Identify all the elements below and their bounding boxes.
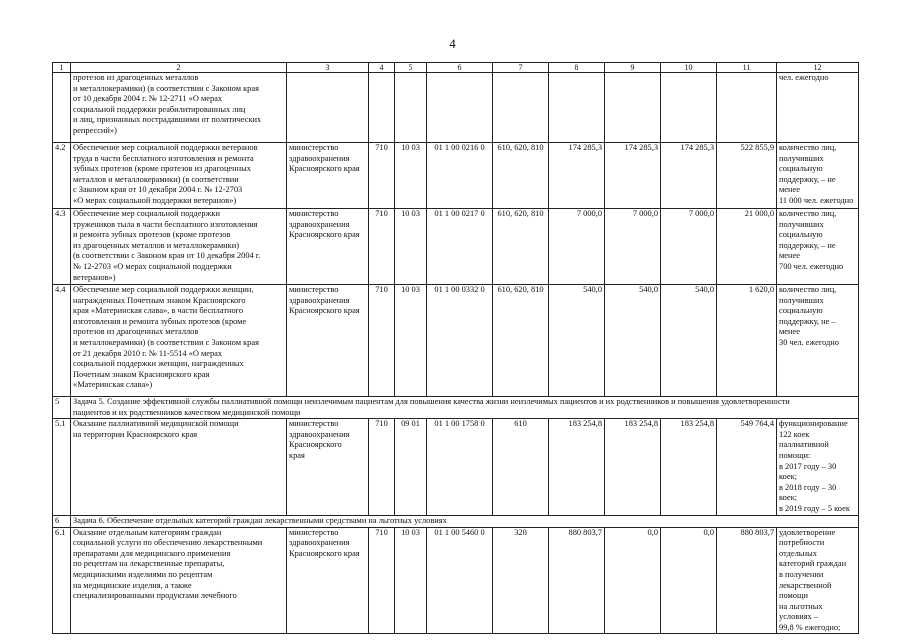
total-amount-cell: 1 620,0 bbox=[717, 285, 777, 397]
activity-name-cell: протезов из драгоценных металлов и металлокерамики) (в соответствии с Законом края от 10 декабря 2004 г. № 12-2711 «О мерах социальной поддержки реабилитированных лиц и лиц, признанных пострадавшими от политических репрессий») bbox=[71, 73, 287, 143]
grbs-code-cell: 710 bbox=[369, 285, 395, 397]
target-item-code-cell: 01 1 00 5460 0 bbox=[427, 527, 493, 634]
table-row bbox=[53, 419, 859, 515]
task-heading-cell: Задача 5. Создание эффективной службы паллиативной помощи неизлечимым пациентам для повышения качества жизни неизлечимых пациентов и их родственников и повышения удовлетворенности пациентов и их родственников качеством медицинской помощи bbox=[71, 397, 859, 419]
table-row bbox=[53, 143, 859, 209]
activity-name-cell: Обеспечение мер социальной поддержки ветеранов труда в части бесплатного изготовления и ремонта зубных протезов (кроме протезов из драгоценных металлов и металлокерамики) (в соответствии с Законом края от 10 декабря 2004 г. № 12-2703 «О мерах социальной поддержки ветеранов») bbox=[71, 143, 287, 209]
header-cell-9: 9 bbox=[605, 63, 661, 73]
header-cell-5: 5 bbox=[395, 63, 427, 73]
row-number-cell: 4.3 bbox=[53, 209, 71, 285]
page-number: 4 bbox=[449, 36, 456, 51]
target-item-code-cell: 01 1 00 1758 0 bbox=[427, 419, 493, 515]
section-code-cell: 10 03 bbox=[395, 143, 427, 209]
grbs-code-cell bbox=[369, 73, 395, 143]
year2-amount-cell: 0,0 bbox=[605, 527, 661, 634]
year3-amount-cell: 540,0 bbox=[661, 285, 717, 397]
task-heading-cell: Задача 6. Обеспечение отдельных категорий граждан лекарственными средствами на льготных условиях bbox=[71, 515, 859, 527]
year1-amount-cell: 174 285,3 bbox=[549, 143, 605, 209]
responsible-org-cell bbox=[287, 73, 369, 143]
header-cell-11: 11 bbox=[717, 63, 777, 73]
year3-amount-cell: 174 285,3 bbox=[661, 143, 717, 209]
total-amount-cell: 880 803,7 bbox=[717, 527, 777, 634]
expected-result-cell: количество лиц, получивших социальную поддержку, – не менее 700 чел. ежегодно bbox=[777, 209, 859, 285]
header-cell-1: 1 bbox=[53, 63, 71, 73]
activity-name-cell: Оказание отдельным категориям граждан социальной услуги по обеспечению лекарственными препаратами для медицинского применения по рецептам на лекарственные препараты, медицинскими изделиями по рецептам на медицинские изделия, а также специализированными продуктами лечебного bbox=[71, 527, 287, 634]
target-item-code-cell bbox=[427, 73, 493, 143]
header-cell-10: 10 bbox=[661, 63, 717, 73]
year1-amount-cell: 880 803,7 bbox=[549, 527, 605, 634]
table-row bbox=[53, 397, 859, 419]
header-cell-2: 2 bbox=[71, 63, 287, 73]
year2-amount-cell: 174 285,3 bbox=[605, 143, 661, 209]
year1-amount-cell: 540,0 bbox=[549, 285, 605, 397]
header-cell-4: 4 bbox=[369, 63, 395, 73]
responsible-org-cell: министерство здравоохранения Красноярского края bbox=[287, 527, 369, 634]
row-number-cell: 6 bbox=[53, 515, 71, 527]
row-number-cell: 6.1 bbox=[53, 527, 71, 634]
section-code-cell: 10 03 bbox=[395, 285, 427, 397]
responsible-org-cell: министерство здравоохранения Красноярского края bbox=[287, 285, 369, 397]
year3-amount-cell bbox=[661, 73, 717, 143]
year1-amount-cell: 7 000,0 bbox=[549, 209, 605, 285]
expense-type-code-cell: 610 bbox=[493, 419, 549, 515]
total-amount-cell bbox=[717, 73, 777, 143]
expected-result-cell: количество лиц, получивших социальную поддержку, не – менее 30 чел. ежегодно bbox=[777, 285, 859, 397]
table-row bbox=[53, 515, 859, 527]
section-code-cell bbox=[395, 73, 427, 143]
grbs-code-cell: 710 bbox=[369, 209, 395, 285]
total-amount-cell: 549 764,4 bbox=[717, 419, 777, 515]
grbs-code-cell: 710 bbox=[369, 419, 395, 515]
year3-amount-cell: 0,0 bbox=[661, 527, 717, 634]
year1-amount-cell: 183 254,8 bbox=[549, 419, 605, 515]
row-number-cell: 4.2 bbox=[53, 143, 71, 209]
header-cell-6: 6 bbox=[427, 63, 493, 73]
section-code-cell: 10 03 bbox=[395, 209, 427, 285]
table-row bbox=[53, 209, 859, 285]
expense-type-code-cell: 320 bbox=[493, 527, 549, 634]
target-item-code-cell: 01 1 00 0332 0 bbox=[427, 285, 493, 397]
expected-result-cell: функционирование 122 коек паллиативной помощи: в 2017 году – 30 коек; в 2018 году – 30 коек; в 2019 году – 5 коек bbox=[777, 419, 859, 515]
expected-result-cell: количество лиц, получивших социальную поддержку, – не менее 11 000 чел. ежегодно bbox=[777, 143, 859, 209]
responsible-org-cell: министерство здравоохранения Красноярского края bbox=[287, 143, 369, 209]
total-amount-cell: 522 855,9 bbox=[717, 143, 777, 209]
table-row bbox=[53, 73, 859, 143]
row-number-cell: 5.1 bbox=[53, 419, 71, 515]
grbs-code-cell: 710 bbox=[369, 527, 395, 634]
year2-amount-cell: 183 254,8 bbox=[605, 419, 661, 515]
table-header-row bbox=[53, 63, 859, 73]
row-number-cell: 4.4 bbox=[53, 285, 71, 397]
row-number-cell: 5 bbox=[53, 397, 71, 419]
table-row bbox=[53, 285, 859, 397]
activity-name-cell: Обеспечение мер социальной поддержки тружеников тыла в части бесплатного изготовления и ремонта зубных протезов (кроме протезов из драгоценных металлов и металлокерамики) (в соответствии с Законом края от 10 декабря 2004 г. № 12-2703 «О мерах социальной поддержки ветеранов») bbox=[71, 209, 287, 285]
expense-type-code-cell: 610, 620, 810 bbox=[493, 143, 549, 209]
section-code-cell: 10 03 bbox=[395, 527, 427, 634]
expected-result-cell: удовлетворение потребности отдельных категорий граждан в получении лекарственной помощи на льготных условиях – 99,8 % ежегодно; bbox=[777, 527, 859, 634]
total-amount-cell: 21 000,0 bbox=[717, 209, 777, 285]
expense-type-code-cell: 610, 620, 810 bbox=[493, 209, 549, 285]
section-code-cell: 09 01 bbox=[395, 419, 427, 515]
grbs-code-cell: 710 bbox=[369, 143, 395, 209]
year2-amount-cell bbox=[605, 73, 661, 143]
year2-amount-cell: 7 000,0 bbox=[605, 209, 661, 285]
header-cell-8: 8 bbox=[549, 63, 605, 73]
responsible-org-cell: министерство здравоохранения Красноярского края bbox=[287, 209, 369, 285]
target-item-code-cell: 01 1 00 0217 0 bbox=[427, 209, 493, 285]
activity-name-cell: Оказание паллиативной медицинской помощи на территории Красноярского края bbox=[71, 419, 287, 515]
year1-amount-cell bbox=[549, 73, 605, 143]
header-cell-12: 12 bbox=[777, 63, 859, 73]
expense-type-code-cell bbox=[493, 73, 549, 143]
year3-amount-cell: 7 000,0 bbox=[661, 209, 717, 285]
header-cell-7: 7 bbox=[493, 63, 549, 73]
target-item-code-cell: 01 1 00 0216 0 bbox=[427, 143, 493, 209]
header-cell-3: 3 bbox=[287, 63, 369, 73]
year3-amount-cell: 183 254,8 bbox=[661, 419, 717, 515]
row-number-cell bbox=[53, 73, 71, 143]
program-table bbox=[52, 62, 859, 634]
expected-result-cell: чел. ежегодно bbox=[777, 73, 859, 143]
expense-type-code-cell: 610, 620, 810 bbox=[493, 285, 549, 397]
responsible-org-cell: министерство здравоохранения Красноярского края bbox=[287, 419, 369, 515]
year2-amount-cell: 540,0 bbox=[605, 285, 661, 397]
table-row bbox=[53, 527, 859, 634]
activity-name-cell: Обеспечение мер социальной поддержки женщин, награжденных Почетным знаком Красноярского края «Материнская слава», в части бесплатного изготовления и ремонта зубных протезов (кроме протезов из драгоценных металлов и металлокерамики) (в соответствии с Законом края от 21 декабря 2010 г. № 11-5514 «О мерах социальной поддержки женщин, награжденных Почетным знаком Красноярского края «Материнская слава») bbox=[71, 285, 287, 397]
